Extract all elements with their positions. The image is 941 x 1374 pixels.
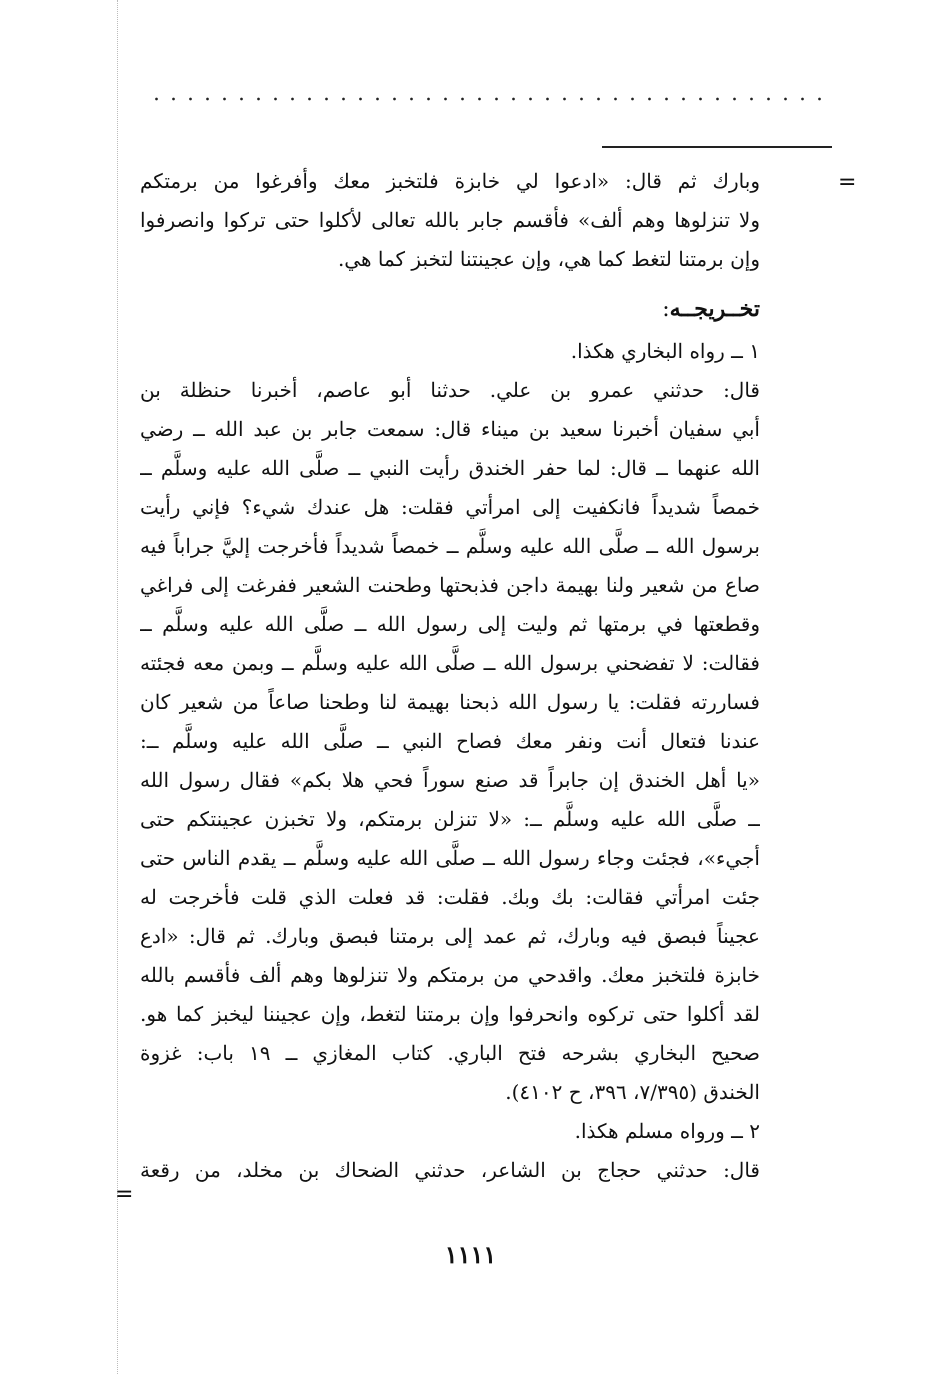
body-line: ــ صلَّى الله عليه وسلَّم ــ: «لا تنزلن برمتكم، ولا تخبزن عجينتكم حتى — [140, 807, 760, 831]
body-line: جئت امرأتي فقالت: بك وبك. فقلت: قد فعلت الذي قلت فأخرجت له — [140, 885, 760, 909]
body-line: ٢ ــ ورواه مسلم هكذا. — [574, 1119, 760, 1143]
body-line: أجيء»، فجئت وجاء رسول الله ــ صلَّى الله عليه وسلَّم ــ يقدم الناس حتى — [140, 846, 760, 870]
section-heading-text: تخــريجــه — [669, 296, 760, 322]
body-line: لقد أكلوا حتى تركوه وانحرفوا وإن برمتنا لتغط، وإن عجيننا ليخبز كما هو. — [140, 1002, 760, 1026]
body-line: «يا أهل الخندق إن جابراً قد صنع سوراً فحي هلا بكم» فقال رسول الله — [140, 768, 760, 792]
body-line: عندنا فتعال أنت ونفر معك فصاح النبي ــ صلَّى الله عليه وسلَّم ــ: — [140, 729, 760, 753]
body-line: قال: حدثني حجاج بن الشاعر، حدثني الضحاك بن مخلد، من رقعة — [140, 1158, 760, 1182]
page-number: ١١١١ — [444, 1240, 497, 1269]
page-text-block — [140, 162, 760, 1190]
body-line: عجيناً فبصق فيه وبارك، ثم عمد إلى برمتنا فبصق وبارك. ثم قال: «ادع — [140, 924, 760, 948]
body-line: الله عنهما ــ قال: لما حفر الخندق رأيت النبي ــ صلَّى الله عليه وسلَّم ــ — [140, 456, 760, 480]
footnote-continuation-marker: = — [838, 170, 857, 195]
margin-guide-line — [117, 0, 118, 1374]
body-line: قال: حدثني عمرو بن علي. حدثنا أبو عاصم، أخبرنا حنظلة بن — [140, 378, 760, 402]
citation-line: صحيح البخاري بشرحه فتح الباري. كتاب المغازي ــ ١٩ باب: غزوة — [140, 1041, 760, 1065]
body-line: وقطعتها في برمتها ثم وليت إلى رسول الله ــ صلَّى الله عليه وسلَّم ــ — [140, 612, 760, 636]
body-line: فساررته فقلت: يا رسول الله ذبحنا بهيمة لنا وطحنا صاعاً من شعير كان — [140, 690, 760, 714]
continuation-line: وبارك ثم قال: «ادعوا لي خابزة فلتخبز معك وأفرغوا من برمتكم — [140, 169, 760, 193]
footnote-separator-line — [602, 146, 832, 148]
section-heading-colon: : — [662, 297, 670, 322]
body-line: صاع من شعير ولنا بهيمة داجن فذبحتها وطحنت الشعير ففرغت إلى فراغي — [140, 573, 760, 597]
citation-line: الخندق (٧/٣٩٥، ٣٩٦، ح ٤١٠٢). — [505, 1080, 760, 1104]
section-heading — [140, 289, 760, 330]
continuation-marker: = — [115, 1182, 134, 1207]
body-line: خمصاً شديداً فانكفيت إلى امرأتي فقلت: هل عندك شيء؟ فإني رأيت — [140, 495, 760, 519]
body-line: برسول الله ــ صلَّى الله عليه وسلَّم ــ خمصاً شديداً فأخرجت إليَّ جراباً فيه — [140, 534, 760, 558]
body-line: أبي سفيان أخبرنا سعيد بن ميناء قال: سمعت جابر بن عبد الله ــ رضي — [140, 417, 760, 441]
body-line: ١ ــ رواه البخاري هكذا. — [570, 339, 760, 363]
continuation-line: ولا تنزلوها وهم ألف» فأقسم جابر بالله تعالى لأكلوا حتى تركوا وانصرفوا — [140, 208, 760, 232]
body-line: خابزة فلتخبز معك. واقدحي من برمتكم ولا تنزلوها وهم ألف فأقسم بالله — [140, 963, 760, 987]
body-line: فقالت: لا تفضحني برسول الله ــ صلَّى الله عليه وسلَّم ــ وبمن معه فجئته — [140, 651, 760, 675]
continuation-line: وإن برمتنا لتغط كما هي، وإن عجينتنا لتخبز كما هي. — [337, 247, 760, 271]
header-dotted-rule — [148, 96, 828, 102]
